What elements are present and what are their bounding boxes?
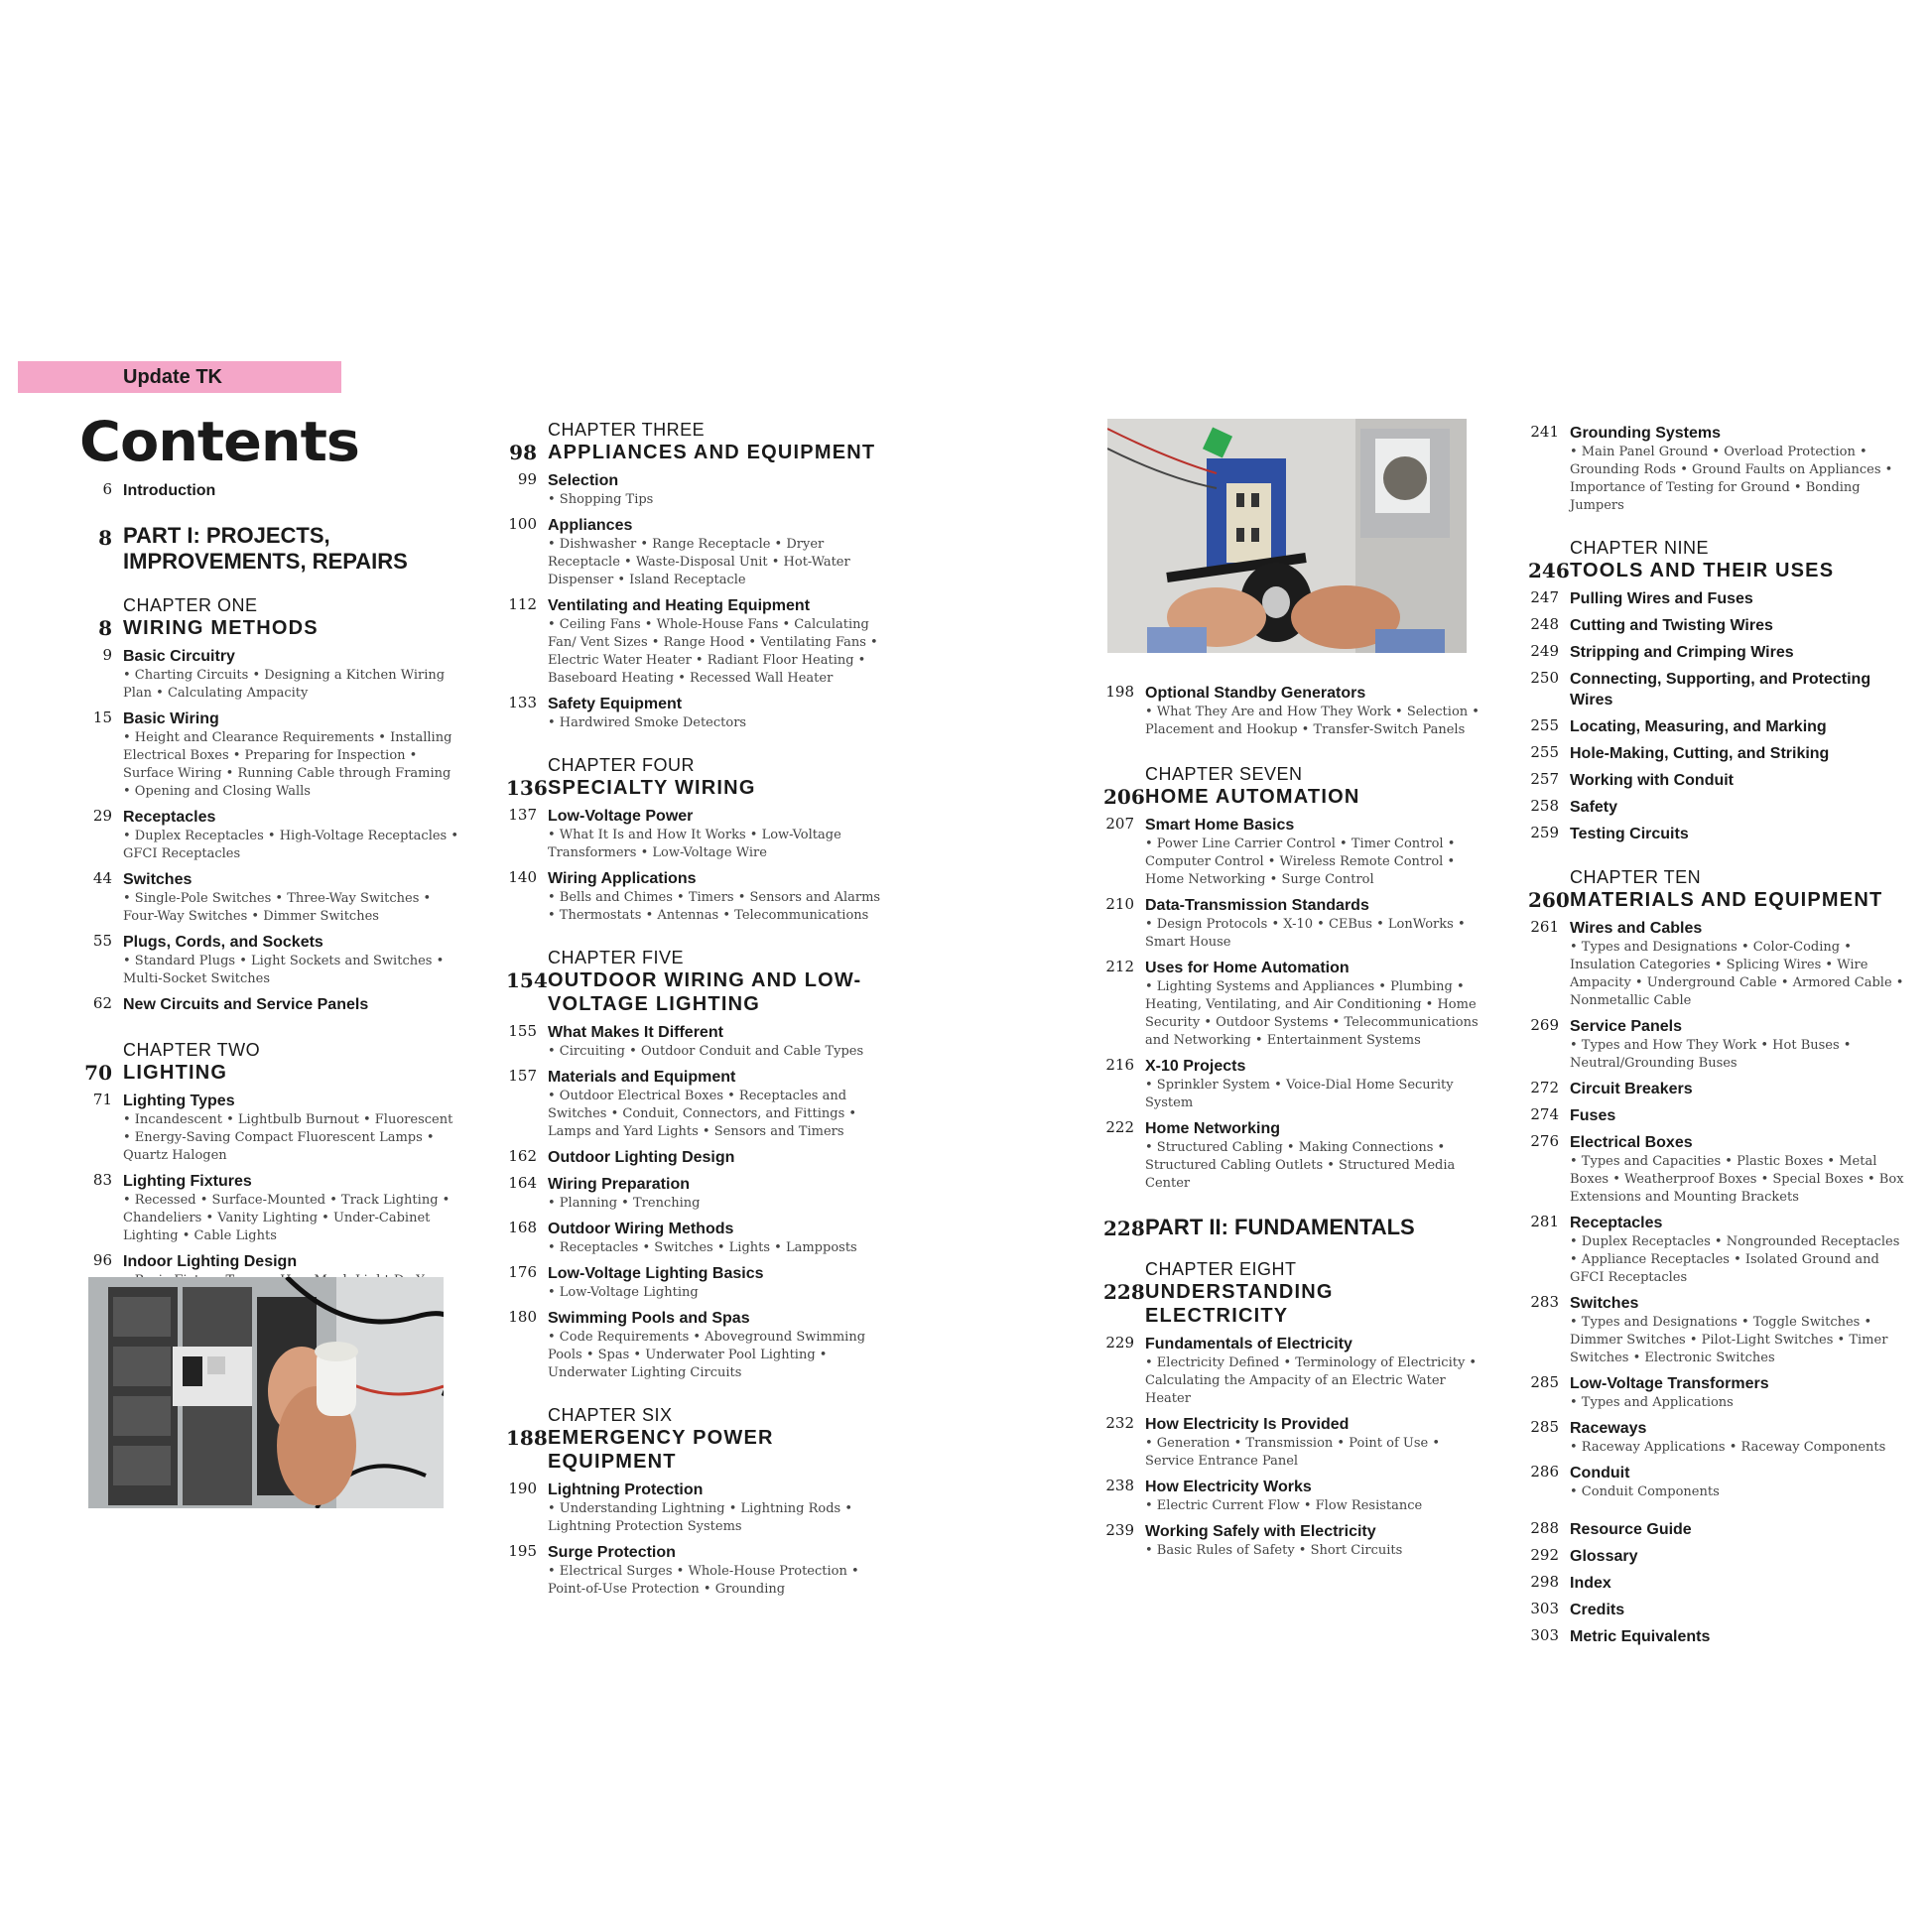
entry-list xyxy=(81,646,458,1015)
page-number: 176 xyxy=(508,1263,537,1281)
entry-subtopics: • Low-Voltage Lighting xyxy=(548,1285,699,1300)
toc-entry[interactable] xyxy=(1103,1334,1480,1408)
toc-entry[interactable] xyxy=(506,515,883,589)
part-title: PART I: PROJECTS, IMPROVEMENTS, REPAIRS xyxy=(123,523,408,574)
page-number: 285 xyxy=(1530,1418,1559,1436)
entry-list xyxy=(1528,1519,1905,1647)
entry-subtopics: • Lighting Systems and Appliances • Plumbing • Heating, Ventilating, and Air Conditioning • Home Security • Outdoor Systems • Telecommunications and Networking • Entertainment Systems xyxy=(1145,979,1479,1048)
toc-entry[interactable] xyxy=(1528,824,1905,844)
entry-list xyxy=(506,1022,883,1382)
page-number: 206 xyxy=(1103,785,1145,809)
entry-list xyxy=(506,1480,883,1599)
page-number: 99 xyxy=(517,470,537,488)
entry-title: Selection xyxy=(548,472,619,489)
page-number: 272 xyxy=(1530,1079,1559,1096)
toc-entry[interactable] xyxy=(81,1091,458,1165)
entry-list xyxy=(1528,918,1905,1501)
page-number: 98 xyxy=(509,441,537,464)
entry-list xyxy=(1528,588,1905,844)
entry-title: X-10 Projects xyxy=(1145,1058,1246,1075)
page-number: 258 xyxy=(1530,797,1559,815)
entry-list xyxy=(1528,423,1905,515)
page-number: 285 xyxy=(1530,1373,1559,1391)
entry-subtopics: • Outdoor Electrical Boxes • Receptacles and Switches • Conduit, Connectors, and Fittings • Lamps and Yard Lights • Sensors and Timers xyxy=(548,1089,857,1139)
toc-entry[interactable] xyxy=(1528,1213,1905,1287)
toc-part-1[interactable] xyxy=(81,523,458,575)
entry-subtopics: • Electrical Surges • Whole-House Protection • Point-of-Use Protection • Grounding xyxy=(548,1564,859,1597)
entry-title: Lighting Fixtures xyxy=(123,1173,252,1190)
page-number: 228 xyxy=(1103,1217,1145,1240)
chapter-heading[interactable] xyxy=(81,616,458,640)
page-number: 44 xyxy=(92,869,112,887)
entry-title: Home Networking xyxy=(1145,1120,1281,1137)
page-number: 100 xyxy=(508,515,537,533)
page-number: 198 xyxy=(1105,683,1134,701)
entry-list xyxy=(81,1091,458,1308)
page-number: 83 xyxy=(92,1171,112,1189)
page-number: 303 xyxy=(1530,1600,1559,1617)
entry-subtopics: • Structured Cabling • Making Connections • Structured Cabling Outlets • Structured Media Center xyxy=(1145,1140,1456,1191)
toc-entry[interactable] xyxy=(1528,1463,1905,1501)
entry-title: Data-Transmission Standards xyxy=(1145,897,1369,914)
entry-subtopics: • What They Are and How They Work • Selection • Placement and Hookup • Transfer-Switch Panels xyxy=(1145,705,1480,737)
entry-title: Service Panels xyxy=(1570,1018,1682,1035)
entry-list xyxy=(506,470,883,732)
entry-subtopics: • Shopping Tips xyxy=(548,492,654,507)
entry-subtopics: • Types and How They Work • Hot Buses • Neutral/Grounding Buses xyxy=(1570,1038,1852,1071)
entry-title: New Circuits and Service Panels xyxy=(123,996,369,1013)
entry-subtopics: • Charting Circuits • Designing a Kitchen Wiring Plan • Calculating Ampacity xyxy=(123,668,446,701)
page-number: 168 xyxy=(508,1219,537,1236)
toc-entry[interactable] xyxy=(81,646,458,703)
entry-list xyxy=(1103,815,1480,1193)
entry-title: How Electricity Is Provided xyxy=(1145,1416,1350,1433)
chapter-heading[interactable] xyxy=(506,776,883,800)
page-number: 241 xyxy=(1530,423,1559,441)
entry-subtopics: • Types and Designations • Color-Coding • Insulation Categories • Splicing Wires • Wire Ampacity • Underground Cable • Armored Cable • Nonmetallic Cable xyxy=(1570,940,1904,1008)
entry-subtopics: • Hardwired Smoke Detectors xyxy=(548,715,747,730)
page-number: 9 xyxy=(102,646,112,664)
entry-title: Testing Circuits xyxy=(1570,826,1689,842)
update-tag: Update TK xyxy=(18,361,341,393)
entry-title: Lighting Types xyxy=(123,1093,235,1109)
page-title: Contents xyxy=(79,410,359,473)
entry-subtopics: • Design Protocols • X-10 • CEBus • LonWorks • Smart House xyxy=(1145,917,1466,950)
chapter-title: LIGHTING xyxy=(123,1062,228,1084)
chapter-label: CHAPTER TEN xyxy=(1570,867,1702,887)
entry-title: What Makes It Different xyxy=(548,1024,723,1041)
toc-entry[interactable] xyxy=(81,1171,458,1245)
entry-subtopics: • Code Requirements • Aboveground Swimming Pools • Spas • Underwater Pool Lighting • Underwater Lighting Circuits xyxy=(548,1330,866,1380)
entry-title: Conduit xyxy=(1570,1465,1630,1481)
page-number: 249 xyxy=(1530,642,1559,660)
page-number: 15 xyxy=(92,708,112,726)
page-number: 222 xyxy=(1105,1118,1134,1136)
chapter-title: WIRING METHODS xyxy=(123,617,319,639)
toc-entry[interactable] xyxy=(1528,1079,1905,1099)
page-number: 286 xyxy=(1530,1463,1559,1481)
entry-subtopics: • Understanding Lightning • Lightning Rods • Lightning Protection Systems xyxy=(548,1501,853,1534)
toc-entry[interactable] xyxy=(506,1308,883,1382)
toc-entry[interactable] xyxy=(1528,716,1905,737)
entry-title: Materials and Equipment xyxy=(548,1069,736,1086)
toc-column-4 xyxy=(1528,417,1905,1647)
toc-entry[interactable] xyxy=(1528,918,1905,1010)
entry-title: Credits xyxy=(1570,1602,1625,1618)
page-number: 288 xyxy=(1530,1519,1559,1537)
page-number: 255 xyxy=(1530,716,1559,734)
page-number: 133 xyxy=(508,694,537,711)
chapter-title: APPLIANCES AND EQUIPMENT xyxy=(548,442,876,463)
page-number: 29 xyxy=(92,807,112,825)
page-number: 62 xyxy=(92,994,112,1012)
page-number: 162 xyxy=(508,1147,537,1165)
entry-title: Basic Circuitry xyxy=(123,648,235,665)
entry-title: Wires and Cables xyxy=(1570,920,1703,937)
entry-title: Working Safely with Electricity xyxy=(1145,1523,1376,1540)
toc-intro[interactable] xyxy=(81,480,458,501)
chapter-label: CHAPTER ONE xyxy=(123,595,258,615)
page-number: 195 xyxy=(508,1542,537,1560)
chapter-label: CHAPTER NINE xyxy=(1570,538,1710,558)
entry-title: Ventilating and Heating Equipment xyxy=(548,597,811,614)
toc-entry[interactable] xyxy=(1528,1293,1905,1367)
toc-entry[interactable] xyxy=(506,1542,883,1599)
page-number: 303 xyxy=(1530,1626,1559,1644)
toc-entry[interactable] xyxy=(506,1263,883,1302)
toc-entry[interactable] xyxy=(1103,1118,1480,1193)
chapter-heading[interactable] xyxy=(1528,888,1905,912)
page-number: 6 xyxy=(102,480,112,498)
chapter-label: CHAPTER FIVE xyxy=(548,948,685,967)
entry-title: Outdoor Lighting Design xyxy=(548,1149,735,1166)
toc-entry[interactable] xyxy=(1528,669,1905,710)
part-title: PART II: FUNDAMENTALS xyxy=(1145,1215,1415,1239)
toc-entry[interactable] xyxy=(1528,743,1905,764)
page-number: 269 xyxy=(1530,1016,1559,1034)
page-number: 298 xyxy=(1530,1573,1559,1591)
page-number: 260 xyxy=(1528,888,1570,912)
entry-subtopics: • Ceiling Fans • Whole-House Fans • Calculating Fan/ Vent Sizes • Range Hood • Ventilating Fans • Electric Water Heater • Radiant Floor Heating • Baseboard Heating • Recessed Wall Heater xyxy=(548,617,878,686)
entry-title: Switches xyxy=(1570,1295,1639,1312)
entry-title: Wiring Applications xyxy=(548,870,697,887)
page-number: 210 xyxy=(1105,895,1134,913)
toc-entry[interactable] xyxy=(506,1022,883,1061)
page-number: 250 xyxy=(1530,669,1559,687)
toc-entry[interactable] xyxy=(1528,1105,1905,1126)
entry-title: Raceways xyxy=(1570,1420,1647,1437)
chapter-title: SPECIALTY WIRING xyxy=(548,777,756,799)
entry-subtopics: • Planning • Trenching xyxy=(548,1196,701,1211)
page-number: 207 xyxy=(1105,815,1134,833)
entry-subtopics: • Electric Current Flow • Flow Resistance xyxy=(1145,1498,1423,1513)
page-number: 232 xyxy=(1105,1414,1134,1432)
entry-title: Swimming Pools and Spas xyxy=(548,1310,750,1327)
toc-entry[interactable] xyxy=(1528,1546,1905,1567)
page-number: 70 xyxy=(84,1061,112,1085)
entry-subtopics: • Dishwasher • Range Receptacle • Dryer Receptacle • Waste-Disposal Unit • Hot-Water Dispenser • Island Receptacle xyxy=(548,537,850,587)
toc-part-2[interactable] xyxy=(1103,1215,1480,1240)
page-number: 229 xyxy=(1105,1334,1134,1352)
entry-title: Glossary xyxy=(1570,1548,1638,1565)
entry-subtopics: • Single-Pole Switches • Three-Way Switches • Four-Way Switches • Dimmer Switches xyxy=(123,891,432,924)
toc-entry[interactable] xyxy=(81,869,458,926)
page-number: 283 xyxy=(1530,1293,1559,1311)
chapter-heading[interactable] xyxy=(1103,1280,1480,1328)
toc-entry[interactable] xyxy=(1528,642,1905,663)
entry-subtopics: • Types and Designations • Toggle Switches • Dimmer Switches • Pilot-Light Switches • Timer Switches • Electronic Switches xyxy=(1570,1315,1888,1365)
page-number: 137 xyxy=(508,806,537,824)
entry-title: Electrical Boxes xyxy=(1570,1134,1693,1151)
entry-title: Locating, Measuring, and Marking xyxy=(1570,718,1827,735)
entry-title: Resource Guide xyxy=(1570,1521,1692,1538)
page-number: 136 xyxy=(506,776,548,800)
entry-subtopics: • Power Line Carrier Control • Timer Control • Computer Control • Wireless Remote Control • Home Networking • Surge Control xyxy=(1145,837,1456,887)
toc-entry[interactable] xyxy=(506,694,883,732)
entry-subtopics: • Bells and Chimes • Timers • Sensors and Alarms • Thermostats • Antennas • Telecommunications xyxy=(548,890,881,923)
entry-title: Connecting, Supporting, and Protecting Wires xyxy=(1570,671,1871,708)
toc-column-2 xyxy=(506,419,883,1599)
page-number: 248 xyxy=(1530,615,1559,633)
page-number: 96 xyxy=(92,1251,112,1269)
entry-title: Hole-Making, Cutting, and Striking xyxy=(1570,745,1830,762)
toc-entry[interactable] xyxy=(1103,815,1480,889)
chapter-title: UNDERSTANDING ELECTRICITY xyxy=(1145,1281,1334,1327)
toc-entry[interactable] xyxy=(1103,958,1480,1050)
chapter-title: MATERIALS AND EQUIPMENT xyxy=(1570,889,1883,911)
entry-title: Plugs, Cords, and Sockets xyxy=(123,934,323,951)
entry-title: How Electricity Works xyxy=(1145,1479,1312,1495)
chapter-label: CHAPTER SEVEN xyxy=(1145,764,1303,784)
page-number: 292 xyxy=(1530,1546,1559,1564)
entry-subtopics: • Sprinkler System • Voice-Dial Home Security System xyxy=(1145,1078,1454,1110)
toc-entry[interactable] xyxy=(506,1174,883,1213)
entry-title: Safety Equipment xyxy=(548,696,683,712)
chapter-title: EMERGENCY POWER EQUIPMENT xyxy=(548,1427,774,1473)
entry-title: Cutting and Twisting Wires xyxy=(1570,617,1773,634)
page-number: 274 xyxy=(1530,1105,1559,1123)
entry-subtopics: • Incandescent • Lightbulb Burnout • Fluorescent • Energy-Saving Compact Fluorescent Lamps • Quartz Halogen xyxy=(123,1112,453,1163)
chapter-heading[interactable] xyxy=(506,441,883,464)
toc-entry[interactable] xyxy=(506,470,883,509)
entry-title: Receptacles xyxy=(1570,1215,1663,1231)
toc-column-1 xyxy=(81,480,458,1308)
toc-entry[interactable] xyxy=(1528,1600,1905,1620)
chapter-heading[interactable] xyxy=(506,1426,883,1474)
entry-list xyxy=(506,806,883,925)
entry-title: Basic Wiring xyxy=(123,710,219,727)
page-number: 238 xyxy=(1105,1477,1134,1494)
page-number: 188 xyxy=(506,1426,548,1450)
toc-entry[interactable] xyxy=(1528,1418,1905,1457)
toc-entry[interactable] xyxy=(1103,1477,1480,1515)
entry-title: Index xyxy=(1570,1575,1611,1592)
entry-title: Stripping and Crimping Wires xyxy=(1570,644,1794,661)
entry-title: Surge Protection xyxy=(548,1544,676,1561)
entry-title: Fuses xyxy=(1570,1107,1616,1124)
page-number: 112 xyxy=(508,595,537,613)
toc-entry[interactable] xyxy=(1528,1519,1905,1540)
page-number: 71 xyxy=(92,1091,112,1108)
breaker-panel-illustration xyxy=(88,1277,444,1508)
page-number: 8 xyxy=(98,616,112,640)
chapter-heading[interactable] xyxy=(81,1061,458,1085)
page-number: 228 xyxy=(1103,1280,1145,1304)
entry-subtopics: • Recessed • Surface-Mounted • Track Lighting • Chandeliers • Vanity Lighting • Under-Cabinet Lighting • Cable Lights xyxy=(123,1193,451,1243)
toc-entry[interactable] xyxy=(506,806,883,862)
page-number: 155 xyxy=(508,1022,537,1040)
toc-entry[interactable] xyxy=(1528,1132,1905,1207)
chapter-heading[interactable] xyxy=(506,968,883,1016)
toc-entry[interactable] xyxy=(1528,615,1905,636)
chapter-label: CHAPTER EIGHT xyxy=(1145,1259,1297,1279)
toc-entry[interactable] xyxy=(506,1067,883,1141)
toc-entry[interactable] xyxy=(1103,1521,1480,1560)
entry-title: Fundamentals of Electricity xyxy=(1145,1336,1352,1352)
entry-title: Safety xyxy=(1570,799,1618,816)
toc-column-3 xyxy=(1103,677,1480,1560)
page-number: 247 xyxy=(1530,588,1559,606)
entry-subtopics: • Types and Capacities • Plastic Boxes • Metal Boxes • Weatherproof Boxes • Special Boxes • Box Extensions and Mounting Brackets xyxy=(1570,1154,1904,1205)
toc-entry[interactable] xyxy=(1528,1573,1905,1594)
page-number: 261 xyxy=(1530,918,1559,936)
entry-list xyxy=(1103,683,1480,739)
entry-title: Low-Voltage Power xyxy=(548,808,694,825)
entry-list xyxy=(1103,1334,1480,1560)
entry-subtopics: • Height and Clearance Requirements • Installing Electrical Boxes • Preparing for Inspection • Surface Wiring • Running Cable through Framing • Opening and Closing Walls xyxy=(123,730,452,799)
toc-entry[interactable] xyxy=(1103,1414,1480,1471)
entry-title: Switches xyxy=(123,871,193,888)
toc-entry[interactable] xyxy=(1528,1626,1905,1647)
chapter-title: HOME AUTOMATION xyxy=(1145,786,1360,808)
page-number: 259 xyxy=(1530,824,1559,841)
breaker-panel-photo xyxy=(88,1277,444,1508)
entry-title: Receptacles xyxy=(123,809,216,826)
entry-subtopics: • Types and Applications xyxy=(1570,1395,1734,1410)
entry-subtopics: • Raceway Applications • Raceway Components xyxy=(1570,1440,1886,1455)
entry-subtopics: • Duplex Receptacles • High-Voltage Receptacles • GFCI Receptacles xyxy=(123,829,459,861)
toc-entry[interactable] xyxy=(506,1480,883,1536)
page-number: 154 xyxy=(506,968,548,992)
toc-entry[interactable] xyxy=(1528,797,1905,818)
entry-subtopics: • Electricity Defined • Terminology of Electricity • Calculating the Ampacity of an Electric Water Heater xyxy=(1145,1355,1478,1406)
entry-title: Grounding Systems xyxy=(1570,425,1722,442)
entry-title: Working with Conduit xyxy=(1570,772,1735,789)
toc-entry[interactable] xyxy=(81,708,458,801)
toc-entry[interactable] xyxy=(1528,1016,1905,1073)
entry-title: Low-Voltage Transformers xyxy=(1570,1375,1769,1392)
entry-title: Introduction xyxy=(123,482,216,499)
receptacle-taping-illustration xyxy=(1107,419,1467,653)
toc-entry[interactable] xyxy=(1528,588,1905,609)
page-number: 180 xyxy=(508,1308,537,1326)
page-number: 190 xyxy=(508,1480,537,1497)
page-number: 255 xyxy=(1530,743,1559,761)
entry-title: Lightning Protection xyxy=(548,1481,704,1498)
receptacle-taping-photo xyxy=(1107,419,1467,653)
toc-entry[interactable] xyxy=(506,595,883,688)
chapter-label: CHAPTER THREE xyxy=(548,420,706,440)
page-number: 157 xyxy=(508,1067,537,1085)
entry-title: Appliances xyxy=(548,517,633,534)
page-number: 216 xyxy=(1105,1056,1134,1074)
toc-entry[interactable] xyxy=(1528,423,1905,515)
page-number: 164 xyxy=(508,1174,537,1192)
chapter-heading[interactable] xyxy=(1103,785,1480,809)
entry-subtopics: • What It Is and How It Works • Low-Voltage Transformers • Low-Voltage Wire xyxy=(548,828,841,860)
entry-title: Optional Standby Generators xyxy=(1145,685,1366,702)
entry-subtopics: • Standard Plugs • Light Sockets and Switches • Multi-Socket Switches xyxy=(123,954,445,986)
page-number: 212 xyxy=(1105,958,1134,975)
chapter-title: OUTDOOR WIRING AND LOW-VOLTAGE LIGHTING xyxy=(548,969,862,1015)
entry-subtopics: • Generation • Transmission • Point of Use • Service Entrance Panel xyxy=(1145,1436,1441,1469)
page-number: 281 xyxy=(1530,1213,1559,1230)
entry-title: Uses for Home Automation xyxy=(1145,960,1350,976)
entry-title: Metric Equivalents xyxy=(1570,1628,1711,1645)
entry-title: Pulling Wires and Fuses xyxy=(1570,590,1753,607)
toc-entry[interactable] xyxy=(506,1147,883,1168)
entry-title: Indoor Lighting Design xyxy=(123,1253,298,1270)
entry-subtopics: • Circuiting • Outdoor Conduit and Cable Types xyxy=(548,1044,864,1059)
chapter-label: CHAPTER TWO xyxy=(123,1040,261,1060)
page-number: 246 xyxy=(1528,559,1570,582)
entry-subtopics: • Duplex Receptacles • Nongrounded Receptacles • Appliance Receptacles • Isolated Ground and GFCI Receptacles xyxy=(1570,1234,1900,1285)
page-number: 257 xyxy=(1530,770,1559,788)
page-number: 140 xyxy=(508,868,537,886)
entry-subtopics: • Basic Rules of Safety • Short Circuits xyxy=(1145,1543,1403,1558)
page-number: 55 xyxy=(92,932,112,950)
page-number: 8 xyxy=(98,526,112,550)
toc-entry[interactable] xyxy=(1103,895,1480,952)
toc-entry[interactable] xyxy=(1103,1056,1480,1112)
page-number: 239 xyxy=(1105,1521,1134,1539)
entry-subtopics: • Conduit Components xyxy=(1570,1484,1720,1499)
toc-entry[interactable] xyxy=(1528,1373,1905,1412)
entry-subtopics: • Main Panel Ground • Overload Protection • Grounding Rods • Ground Faults on Appliances • Importance of Testing for Ground • Bonding Jumpers xyxy=(1570,445,1893,513)
entry-title: Circuit Breakers xyxy=(1570,1081,1693,1097)
entry-title: Smart Home Basics xyxy=(1145,817,1295,834)
entry-subtopics: • Receptacles • Switches • Lights • Lampposts xyxy=(548,1240,857,1255)
page-number: 276 xyxy=(1530,1132,1559,1150)
entry-title: Low-Voltage Lighting Basics xyxy=(548,1265,764,1282)
chapter-label: CHAPTER FOUR xyxy=(548,755,696,775)
toc-entry[interactable] xyxy=(81,807,458,863)
entry-title: Outdoor Wiring Methods xyxy=(548,1221,734,1237)
toc-entry[interactable] xyxy=(1103,683,1480,739)
toc-entry[interactable] xyxy=(81,994,458,1015)
toc-entry[interactable] xyxy=(506,1219,883,1257)
toc-entry[interactable] xyxy=(81,932,458,988)
toc-entry[interactable] xyxy=(1528,770,1905,791)
toc-entry[interactable] xyxy=(506,868,883,925)
chapter-title: TOOLS AND THEIR USES xyxy=(1570,560,1835,581)
chapter-label: CHAPTER SIX xyxy=(548,1405,673,1425)
entry-title: Wiring Preparation xyxy=(548,1176,690,1193)
chapter-heading[interactable] xyxy=(1528,559,1905,582)
